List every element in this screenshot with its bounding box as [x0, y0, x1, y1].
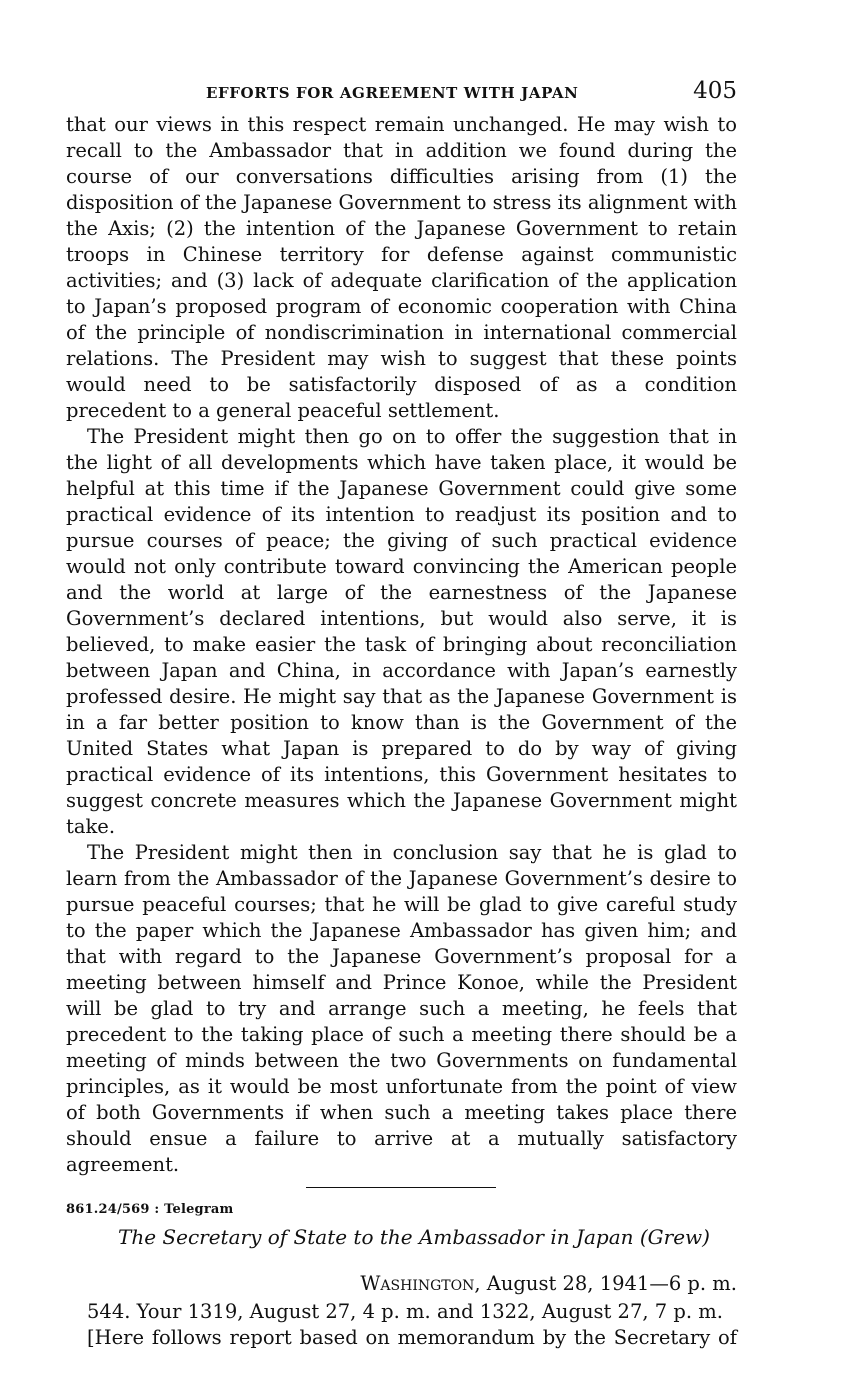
running-head: EFFORTS FOR AGREEMENT WITH JAPAN: [206, 84, 579, 102]
file-reference: 861.24/569 : Telegram: [66, 1202, 234, 1217]
dateline: [66, 1272, 737, 1295]
paragraph-conclusion: The President might then in conclusion say that he is glad to learn from the Ambassador of the Japanese Government’s desire to pursue peaceful courses; that he will be glad to give careful study to the paper which the Japanese Ambassador has given him; and that with regard to the Japanese Government’s proposal for a meeting between himself and Prince Konoe, while the President will be glad to try and arrange such a meeting, he feels that precedent to the taking place of such a meeting there should be a meeting of minds between the two Governments on fundamental principles, as it would be most unfortunate from the point of view of both Governments if when such a meeting takes place there should ensue a failure to arrive at a mutually satisfactory agreement.: [66, 841, 737, 1176]
bracketed-note: [Here follows report based on memorandum by the Secretary of: [87, 1326, 737, 1349]
dateline-place: Washington: [360, 1272, 475, 1295]
paragraph-continuation: that our views in this respect remain unchanged. He may wish to recall to the Ambassador that in addition we found during the course of our conversations difficulties arising from (1) the disposition of the Japanese Government to stress its alignment with the Axis; (2) the intention of the Japanese Government to retain troops in Chinese territory for defense against communistic activities; and (3) lack of adequate clarification of the application to Japan’s proposed program of economic cooperation with China of the principle of nondiscrimination in international commercial relations. The President may wish to suggest that these points would need to be satisfactorily disposed of as a condition precedent to a general peaceful settlement.: [66, 113, 737, 422]
paragraph-suggestion: The President might then go on to offer the suggestion that in the light of all developments which have taken place, it would be helpful at this time if the Japanese Government could give some practical evidence of its intention to readjust its position and to pursue courses of peace; the giving of such practical evidence would not only contribute toward convincing the American people and the world at large of the earnestness of the Japanese Government’s declared intentions, but would also serve, it is believed, to make easier the task of bringing about reconciliation between Japan and China, in accordance with Japan’s earnestly professed desire. He might say that as the Japanese Government is in a far better position to know than is the Government of the United States what Japan is prepared to do by way of giving practical evidence of its intentions, this Government hesitates to suggest concrete measures which the Japanese Government might take.: [66, 425, 737, 838]
section-divider: [306, 1187, 496, 1188]
telegram-reference: 544. Your 1319, August 27, 4 p. m. and 1322, August 27, 7 p. m.: [87, 1300, 723, 1323]
document-page: [66, 76, 737, 1351]
page-number: 405: [693, 78, 737, 104]
page-header: [66, 76, 737, 112]
document-title: The Secretary of State to the Ambassador in Japan (Grew): [118, 1225, 710, 1249]
dateline-date: , August 28, 1941—6 p. m.: [474, 1272, 737, 1295]
body-text: [66, 112, 737, 1178]
